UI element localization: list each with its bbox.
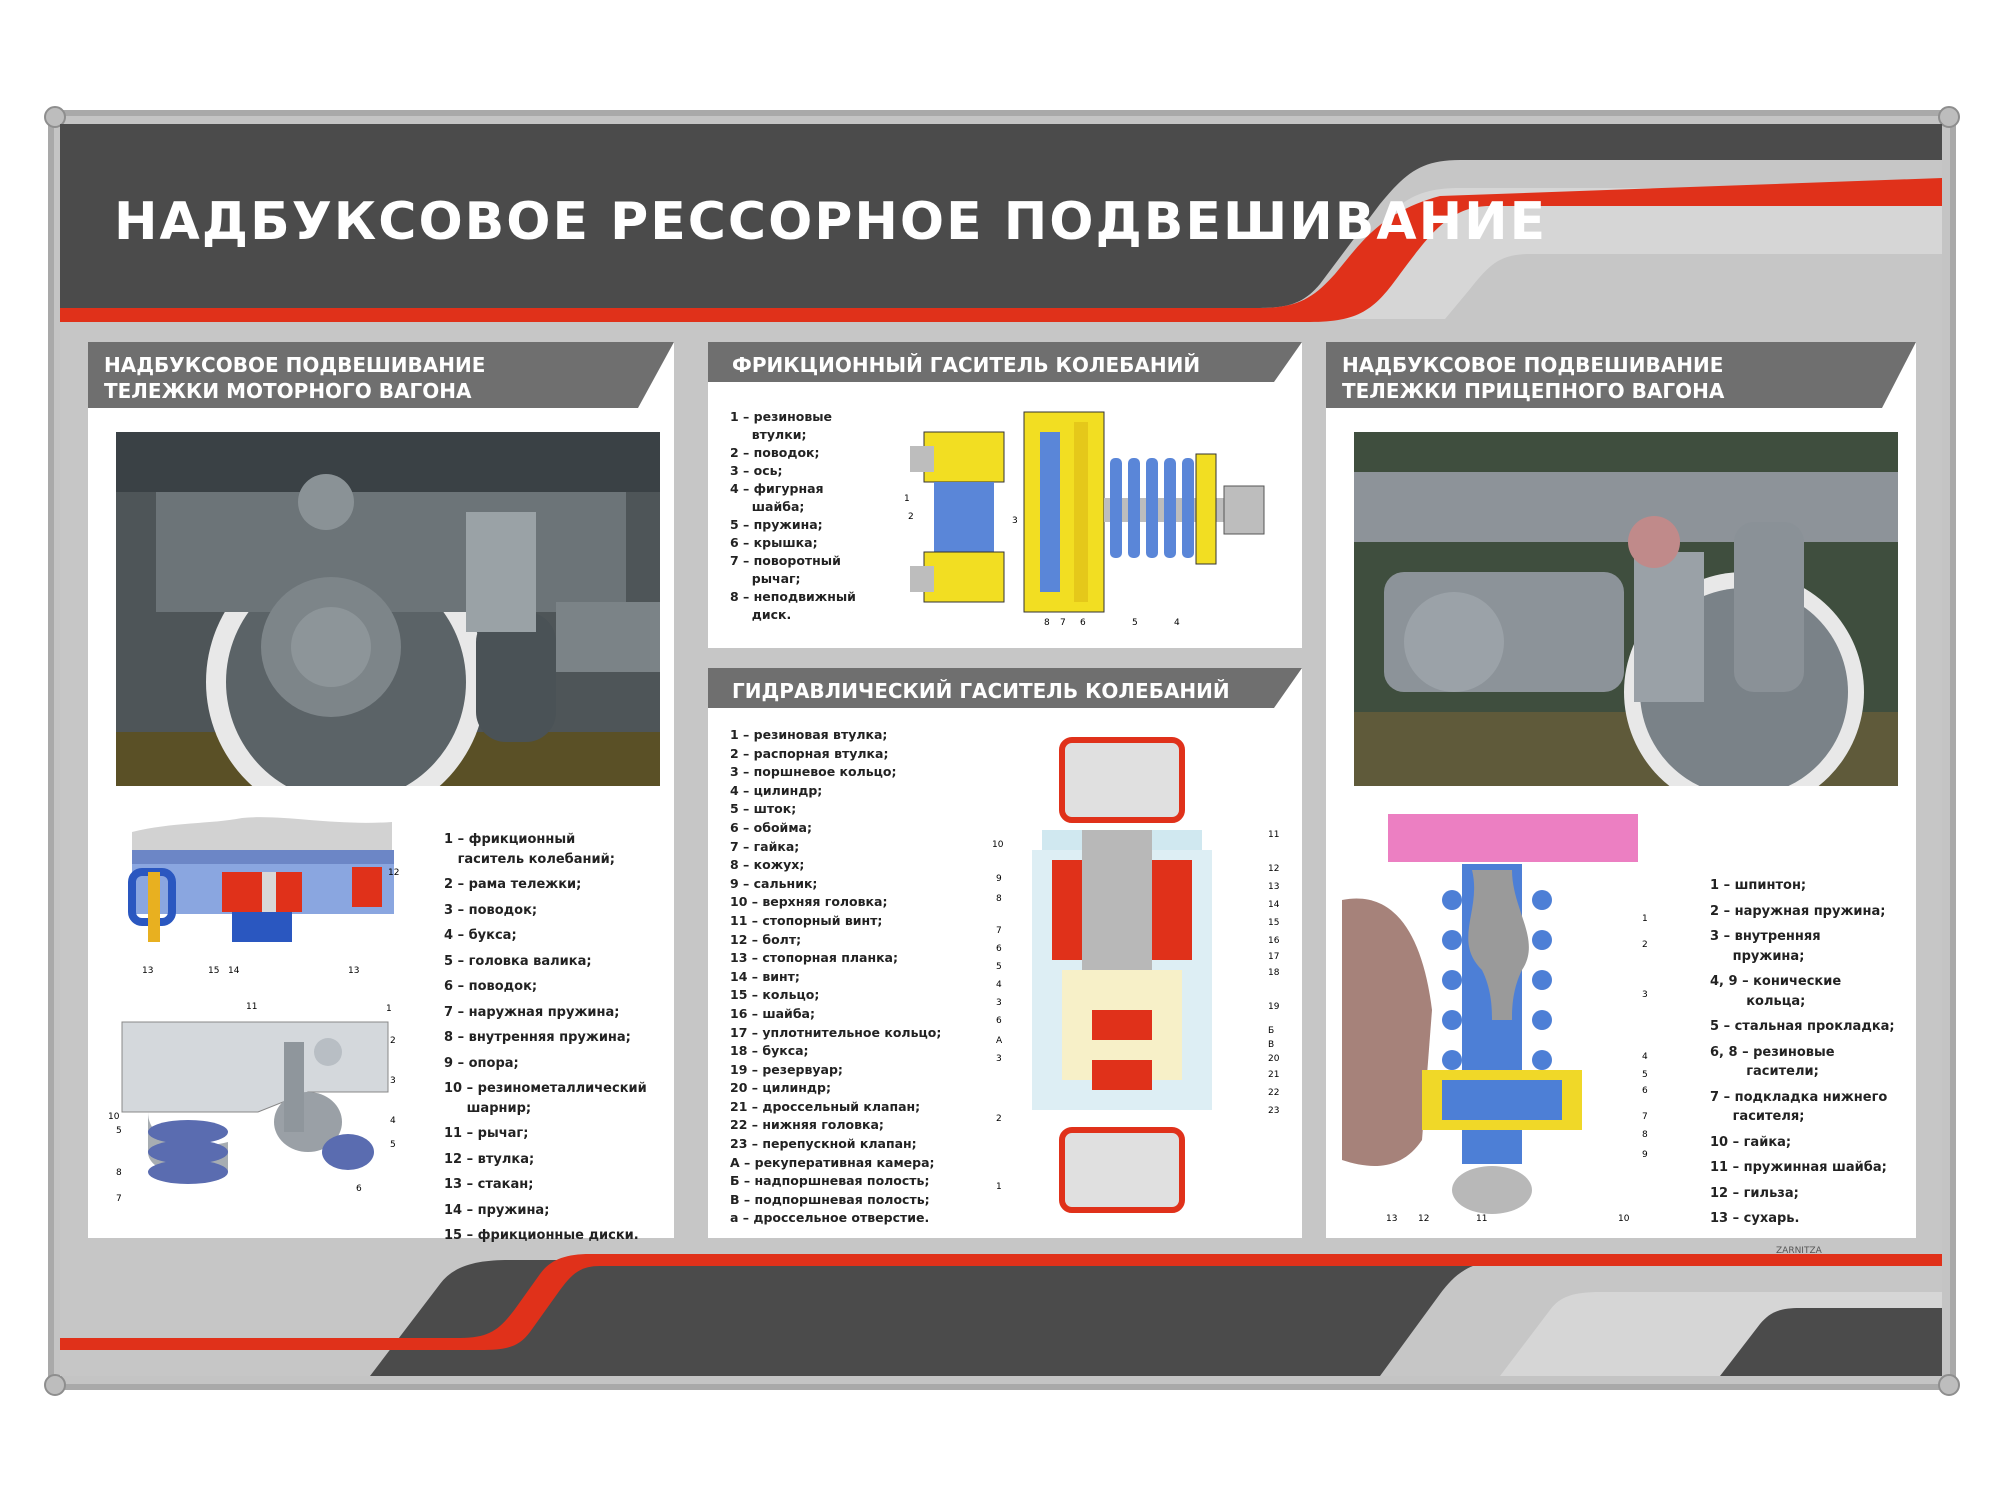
- callout-label: 8: [1044, 618, 1050, 628]
- legend-item: Б – надпоршневая полость;: [730, 1173, 930, 1189]
- callout-label: 2: [1642, 940, 1648, 950]
- legend-item: 2 – распорная втулка;: [730, 745, 889, 761]
- heading-line-1: ФРИКЦИОННЫЙ ГАСИТЕЛЬ КОЛЕБАНИЙ: [732, 353, 1201, 377]
- legend-item: 15 – фрикционные диски.: [444, 1228, 639, 1243]
- heading-line-2: ТЕЛЕЖКИ МОТОРНОГО ВАГОНА: [104, 379, 472, 403]
- legend-item: 6 – поводок;: [444, 979, 538, 994]
- trailer-section-diagram: [1342, 810, 1658, 1230]
- callout-label: 5: [116, 1126, 122, 1136]
- callout-label: 4: [1642, 1052, 1648, 1062]
- legend-item: 22 – нижняя головка;: [730, 1117, 884, 1133]
- legend-item: 4 – фигурная: [730, 481, 824, 496]
- callout-label: 18: [1268, 968, 1280, 978]
- trailer-bogie-photo: [1354, 432, 1898, 786]
- legend-item: 7 – гайка;: [730, 838, 800, 854]
- legend-item: 2 – поводок;: [730, 445, 820, 460]
- legend-item: 9 – сальник;: [730, 875, 818, 891]
- legend-item: 12 – втулка;: [444, 1151, 535, 1167]
- callout-label: 4: [1174, 618, 1180, 628]
- legend-item: 2 – рама тележки;: [444, 877, 582, 892]
- callout-label: 6: [996, 944, 1002, 954]
- legend-item: 5 – пружина;: [730, 517, 823, 532]
- callout-label: 11: [1476, 1214, 1488, 1224]
- callout-label: 2: [996, 1114, 1002, 1124]
- panel-heading: [708, 668, 1302, 708]
- friction-legend: [730, 408, 856, 624]
- trailer-legend: [1710, 876, 1895, 1229]
- legend-item: 16 – шайба;: [730, 1005, 815, 1021]
- motor-section-diagram: [112, 812, 402, 992]
- legend-item: 12 – болт;: [730, 931, 802, 947]
- legend-item: втулки;: [730, 427, 807, 442]
- friction-damper-diagram: [904, 402, 1294, 634]
- legend-item: 1 – фрикционный: [444, 832, 576, 847]
- callout-label: 10: [992, 840, 1004, 850]
- callout-label: 8: [116, 1168, 122, 1178]
- legend-item: 4 – букса;: [444, 928, 517, 943]
- legend-item: 4 – цилиндр;: [730, 782, 823, 798]
- panel-hydraulic-damper: [708, 668, 1302, 1238]
- motor-3d-diagram: [108, 1002, 408, 1212]
- callout-label: 13: [1268, 882, 1280, 892]
- callout-label: 1: [904, 494, 910, 504]
- panel-heading: [708, 342, 1302, 382]
- callout-label: 9: [1642, 1150, 1648, 1160]
- callout-label: А: [996, 1036, 1003, 1046]
- callout-label: 12: [388, 868, 400, 878]
- callout-label: 13: [142, 966, 154, 976]
- callout-label: 6: [1642, 1086, 1648, 1096]
- callout-label: 9: [996, 874, 1002, 884]
- legend-item: 1 – резиновая втулка;: [730, 727, 888, 742]
- heading-line-1: ГИДРАВЛИЧЕСКИЙ ГАСИТЕЛЬ КОЛЕБАНИЙ: [732, 679, 1230, 703]
- legend-item: гасители;: [1710, 1064, 1819, 1079]
- panel-motor-car: [88, 342, 674, 1243]
- legend-item: 10 – резинометаллический: [444, 1081, 647, 1096]
- callout-label: 3: [1012, 516, 1018, 526]
- legend-item: 17 – уплотнительное кольцо;: [730, 1024, 942, 1040]
- heading-line-2: ТЕЛЕЖКИ ПРИЦЕПНОГО ВАГОНА: [1342, 379, 1725, 403]
- callout-label: 12: [1268, 864, 1280, 874]
- callout-label: 19: [1268, 1002, 1280, 1012]
- legend-item: 20 – цилиндр;: [730, 1080, 831, 1096]
- callout-label: 23: [1268, 1106, 1280, 1116]
- callout-label: 1: [996, 1182, 1002, 1192]
- legend-item: 13 – стопорная планка;: [730, 950, 898, 966]
- callout-label: 14: [1268, 900, 1280, 910]
- callout-label: 5: [1132, 618, 1138, 628]
- legend-item: 10 – гайка;: [1710, 1134, 1792, 1150]
- legend-item: 5 – стальная прокладка;: [1710, 1019, 1895, 1034]
- callout-label: 20: [1268, 1054, 1280, 1064]
- legend-item: 3 – внутренняя: [1710, 929, 1821, 944]
- legend-item: 11 – пружинная шайба;: [1710, 1160, 1887, 1175]
- callout-label: 7: [1642, 1112, 1648, 1122]
- logo-text: ZARNITZA: [1776, 1246, 1822, 1256]
- callout-label: 7: [116, 1194, 122, 1204]
- legend-item: шайба;: [730, 499, 805, 514]
- callout-label: 15: [208, 966, 220, 976]
- panel-trailer-car: [1326, 342, 1916, 1238]
- callout-label: 11: [1268, 830, 1280, 840]
- callout-label: 3: [996, 998, 1002, 1008]
- legend-item: 21 – дроссельный клапан;: [730, 1098, 921, 1114]
- legend-item: рычаг;: [730, 571, 801, 586]
- callout-label: 3: [1642, 990, 1648, 1000]
- heading-line-1: НАДБУКСОВОЕ ПОДВЕШИВАНИЕ: [104, 353, 486, 377]
- legend-item: 6 – обойма;: [730, 819, 812, 835]
- legend-item: кольца;: [1710, 993, 1806, 1009]
- callout-label: 16: [1268, 936, 1280, 946]
- callout-label: 15: [1268, 918, 1280, 928]
- callout-label: 1: [386, 1004, 392, 1014]
- heading-line-1: НАДБУКСОВОЕ ПОДВЕШИВАНИЕ: [1342, 353, 1724, 377]
- legend-item: 14 – винт;: [730, 968, 800, 984]
- legend-item: В – подпоршневая полость;: [730, 1191, 930, 1207]
- legend-item: 5 – головка валика;: [444, 953, 592, 969]
- callout-label: 6: [996, 1016, 1002, 1026]
- callout-label: 5: [1642, 1070, 1648, 1080]
- legend-item: шарнир;: [444, 1100, 532, 1116]
- motor-legend: [444, 830, 647, 1246]
- legend-item: 3 – поводок;: [444, 902, 538, 918]
- callout-label: 5: [390, 1140, 396, 1150]
- legend-item: 8 – кожух;: [730, 857, 805, 873]
- callout-label: 6: [356, 1184, 362, 1194]
- legend-item: пружина;: [1710, 948, 1805, 964]
- legend-item: 18 – букса;: [730, 1043, 809, 1059]
- legend-item: 6, 8 – резиновые: [1710, 1044, 1835, 1060]
- legend-item: 15 – кольцо;: [730, 987, 820, 1003]
- legend-item: 8 – неподвижный: [730, 589, 856, 604]
- hydraulic-damper-diagram: [992, 730, 1288, 1230]
- motor-bogie-photo: [116, 432, 660, 786]
- callout-label: 8: [1642, 1130, 1648, 1140]
- callout-label: В: [1268, 1040, 1275, 1050]
- callout-label: 7: [1060, 618, 1066, 628]
- legend-item: 13 – сухарь.: [1710, 1211, 1800, 1226]
- callout-label: 22: [1268, 1088, 1280, 1098]
- frame-corner-bl: [44, 1374, 66, 1396]
- legend-item: 19 – резервуар;: [730, 1061, 843, 1077]
- callout-label: 13: [1386, 1214, 1398, 1224]
- legend-item: 14 – пружина;: [444, 1202, 550, 1218]
- legend-item: 11 – стопорный винт;: [730, 912, 883, 928]
- callout-label: 8: [996, 894, 1002, 904]
- legend-item: 10 – верхняя головка;: [730, 894, 888, 910]
- panel-heading: [1326, 342, 1916, 408]
- callout-label: 13: [348, 966, 360, 976]
- legend-item: 8 – внутренняя пружина;: [444, 1030, 631, 1045]
- callout-label: 3: [996, 1054, 1002, 1064]
- panel-friction-damper: [708, 342, 1302, 648]
- callout-label: 17: [1268, 952, 1280, 962]
- callout-label: 21: [1268, 1070, 1280, 1080]
- callout-label: 7: [996, 926, 1002, 936]
- callout-label: 14: [228, 966, 240, 976]
- legend-item: 5 – шток;: [730, 801, 797, 817]
- legend-item: 9 – опора;: [444, 1055, 519, 1071]
- publisher-logo: [1776, 1246, 1822, 1256]
- legend-item: 23 – перепускной клапан;: [730, 1136, 917, 1152]
- callout-label: 6: [1080, 618, 1086, 628]
- legend-item: 7 – наружная пружина;: [444, 1004, 620, 1020]
- callout-label: 1: [1642, 914, 1648, 924]
- callout-label: 5: [996, 962, 1002, 972]
- legend-item: 13 – стакан;: [444, 1177, 534, 1192]
- callout-label: 12: [1418, 1214, 1430, 1224]
- legend-item: 4, 9 – конические: [1710, 974, 1842, 989]
- legend-item: 3 – поршневое кольцо;: [730, 764, 897, 780]
- legend-item: 11 – рычаг;: [444, 1126, 529, 1141]
- callout-label: 2: [908, 512, 914, 522]
- callout-label: 4: [390, 1116, 396, 1126]
- callout-label: 3: [390, 1076, 396, 1086]
- callout-label: 10: [1618, 1214, 1630, 1224]
- callout-label: 2: [390, 1036, 396, 1046]
- frame-corner-br: [1938, 1374, 1960, 1396]
- legend-item: гасителя;: [1710, 1109, 1805, 1124]
- legend-item: 1 – шпинтон;: [1710, 878, 1807, 893]
- legend-item: А – рекуперативная камера;: [730, 1154, 935, 1170]
- legend-item: 3 – ось;: [730, 463, 783, 478]
- legend-item: а – дроссельное отверстие.: [730, 1210, 930, 1226]
- callout-label: 11: [246, 1002, 258, 1012]
- callout-label: Б: [1268, 1026, 1275, 1036]
- legend-item: 2 – наружная пружина;: [1710, 903, 1886, 919]
- callout-label: 4: [996, 980, 1002, 990]
- legend-item: 1 – резиновые: [730, 409, 833, 424]
- legend-item: 7 – подкладка нижнего: [1710, 1089, 1888, 1105]
- legend-item: 7 – поворотный: [730, 553, 841, 568]
- legend-item: гаситель колебаний;: [444, 851, 615, 867]
- legend-item: 12 – гильза;: [1710, 1185, 1799, 1201]
- page-title: НАДБУКСОВОЕ РЕССОРНОЕ ПОДВЕШИВАНИЕ: [114, 192, 1548, 252]
- legend-item: 6 – крышка;: [730, 535, 818, 550]
- callout-label: 10: [108, 1112, 120, 1122]
- legend-item: диск.: [730, 607, 792, 622]
- panel-heading: [88, 342, 674, 408]
- hydraulic-legend: [730, 726, 941, 1228]
